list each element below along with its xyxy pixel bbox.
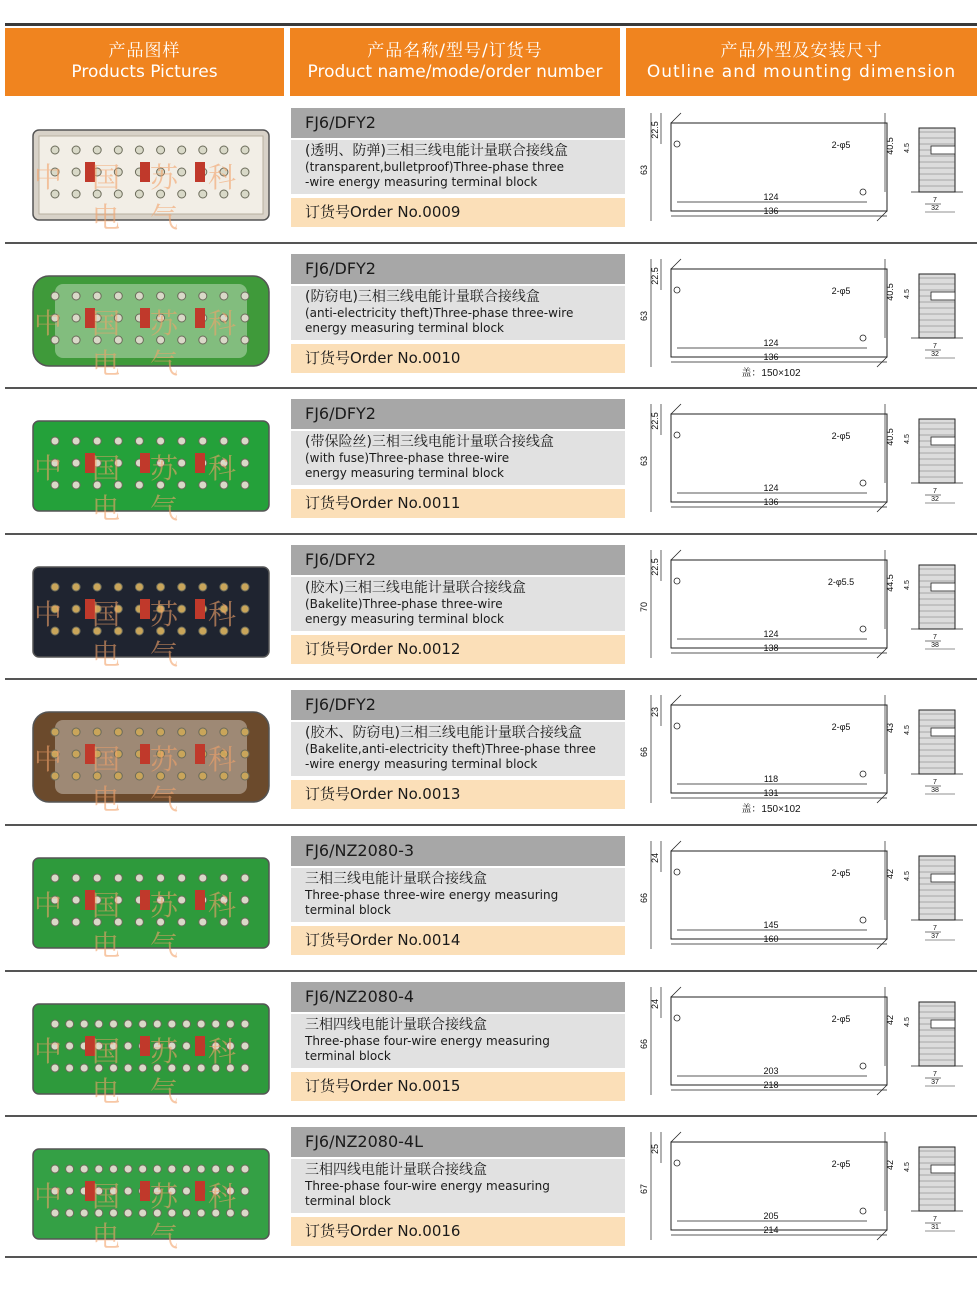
dim-top: 22.5 bbox=[650, 267, 660, 285]
dim-right: 42 bbox=[885, 868, 895, 880]
dim-inner: 203 bbox=[763, 1066, 779, 1076]
row-separator bbox=[5, 824, 977, 826]
description-zh: 三相三线电能计量联合接线盒 bbox=[305, 871, 487, 887]
description-en-line2: -wire energy measuring terminal block bbox=[305, 757, 538, 771]
description-en-line1: Three-phase four-wire energy measuring bbox=[305, 1179, 550, 1193]
order-number: 订货号Order No.0009 bbox=[291, 198, 625, 227]
description-box bbox=[291, 1014, 625, 1068]
row-separator bbox=[5, 970, 977, 972]
dim-inner: 118 bbox=[763, 774, 779, 784]
dim-hole: 2-φ5 bbox=[831, 140, 851, 150]
dim-top: 22.5 bbox=[650, 121, 660, 139]
model-number: FJ6/DFY2 bbox=[291, 690, 625, 720]
model-number: FJ6/DFY2 bbox=[291, 108, 625, 138]
dim-inner: 124 bbox=[763, 192, 779, 202]
description-en-line1: (Bakelite)Three-phase three-wire bbox=[305, 597, 503, 611]
description-en-line1: (transparent,bulletproof)Three-phase three bbox=[305, 160, 565, 174]
description-en-line2: energy measuring terminal block bbox=[305, 612, 504, 626]
dimension-drawing bbox=[631, 108, 977, 248]
description-box bbox=[291, 431, 625, 485]
dim-outer: 160 bbox=[763, 934, 779, 944]
dimension-drawing bbox=[631, 836, 977, 976]
dimension-drawing bbox=[631, 399, 977, 539]
order-number: 订货号Order No.0012 bbox=[291, 635, 625, 664]
description-en-line1: Three-phase three-wire energy measuring bbox=[305, 888, 559, 902]
dim-outer: 214 bbox=[763, 1225, 779, 1235]
description-en-line2: terminal block bbox=[305, 1049, 391, 1063]
dim-side-b: 7 bbox=[933, 779, 937, 786]
dim-hole: 2-φ5 bbox=[831, 1159, 851, 1169]
description-en-line2: -wire energy measuring terminal block bbox=[305, 175, 538, 189]
dim-inner: 124 bbox=[763, 338, 779, 348]
dim-depth: 4.5 bbox=[904, 871, 911, 881]
description-zh: 三相四线电能计量联合接线盒 bbox=[305, 1162, 487, 1178]
dim-outer: 136 bbox=[763, 352, 779, 362]
header-col2-zh: 产品名称/型号/订货号 bbox=[367, 41, 543, 61]
dim-depth: 4.5 bbox=[904, 725, 911, 735]
dim-hole: 2-φ5.5 bbox=[827, 577, 855, 587]
watermark: 中国苏科电气 bbox=[33, 1180, 266, 1253]
description-box bbox=[291, 722, 625, 776]
description-en-line1: Three-phase four-wire energy measuring bbox=[305, 1034, 550, 1048]
dim-right: 40.5 bbox=[885, 137, 895, 155]
order-number: 订货号Order No.0015 bbox=[291, 1072, 625, 1101]
dim-outer: 136 bbox=[763, 206, 779, 216]
watermark: 中国苏科电气 bbox=[33, 161, 266, 234]
dim-height: 67 bbox=[639, 1183, 649, 1195]
row-separator bbox=[5, 533, 977, 535]
dimension-drawing bbox=[631, 545, 977, 685]
row-separator bbox=[5, 242, 977, 244]
row-separator bbox=[5, 1115, 977, 1117]
description-en-line2: terminal block bbox=[305, 903, 391, 917]
dim-outer: 136 bbox=[763, 497, 779, 507]
dim-inner: 145 bbox=[763, 920, 779, 930]
description-zh: (胶木、防窃电)三相三线电能计量联合接线盒 bbox=[305, 725, 582, 741]
header-product-name bbox=[290, 28, 620, 96]
dim-side-b: 7 bbox=[933, 634, 937, 641]
watermark: 中国苏科电气 bbox=[33, 743, 266, 816]
dim-side-b: 7 bbox=[933, 343, 937, 350]
dim-depth: 4.5 bbox=[904, 580, 911, 590]
dim-side-c: 32 bbox=[931, 351, 939, 358]
dim-lid: 盖：150×102 bbox=[741, 368, 801, 379]
description-box bbox=[291, 140, 625, 194]
description-box bbox=[291, 868, 625, 922]
dim-depth: 4.5 bbox=[904, 289, 911, 299]
header-col1-en: Products Pictures bbox=[71, 62, 218, 82]
header-col2-en: Product name/mode/order number bbox=[307, 62, 603, 82]
description-en-line1: (Bakelite,anti-electricity theft)Three-phase three bbox=[305, 742, 596, 756]
top-rule bbox=[5, 23, 977, 26]
row-separator bbox=[5, 387, 977, 389]
dim-right: 40.5 bbox=[885, 428, 895, 446]
dim-side-c: 32 bbox=[931, 496, 939, 503]
order-number: 订货号Order No.0014 bbox=[291, 926, 625, 955]
dim-top: 24 bbox=[650, 998, 660, 1010]
dim-top: 24 bbox=[650, 852, 660, 864]
order-number: 订货号Order No.0010 bbox=[291, 344, 625, 373]
dim-height: 66 bbox=[639, 892, 649, 904]
product-photo bbox=[25, 1139, 277, 1249]
product-photo bbox=[25, 848, 277, 958]
watermark: 中国苏科电气 bbox=[33, 1035, 266, 1108]
header-col3-en: Outline and mounting dimension bbox=[646, 62, 957, 82]
dim-outer: 131 bbox=[763, 788, 779, 798]
product-photo bbox=[25, 411, 277, 521]
watermark: 中国苏科电气 bbox=[33, 889, 266, 962]
dim-inner: 205 bbox=[763, 1211, 779, 1221]
description-box bbox=[291, 1159, 625, 1213]
model-number: FJ6/NZ2080-4 bbox=[291, 982, 625, 1012]
dim-height: 66 bbox=[639, 746, 649, 758]
dimension-drawing bbox=[631, 982, 977, 1122]
description-zh: (带保险丝)三相三线电能计量联合接线盒 bbox=[305, 434, 554, 450]
description-en-line2: energy measuring terminal block bbox=[305, 466, 504, 480]
dim-top: 23 bbox=[650, 706, 660, 718]
watermark: 中国苏科电气 bbox=[33, 452, 266, 525]
product-row bbox=[5, 836, 977, 981]
dimension-drawing bbox=[631, 254, 977, 394]
product-photo bbox=[25, 702, 277, 812]
product-row bbox=[5, 399, 977, 544]
product-row bbox=[5, 254, 977, 399]
dim-inner: 124 bbox=[763, 483, 779, 493]
product-row bbox=[5, 545, 977, 690]
dim-side-b: 7 bbox=[933, 1071, 937, 1078]
dim-lid: 盖：150×102 bbox=[741, 804, 801, 815]
description-en-line1: (with fuse)Three-phase three-wire bbox=[305, 451, 510, 465]
header-col1-zh: 产品图样 bbox=[108, 41, 181, 61]
dim-height: 63 bbox=[639, 310, 649, 322]
bottom-rule bbox=[5, 1256, 977, 1258]
order-number: 订货号Order No.0016 bbox=[291, 1217, 625, 1246]
header-products-pictures bbox=[5, 28, 284, 96]
dim-top: 25 bbox=[650, 1143, 660, 1155]
description-box bbox=[291, 286, 625, 340]
description-en-line2: energy measuring terminal block bbox=[305, 321, 504, 335]
model-number: FJ6/DFY2 bbox=[291, 545, 625, 575]
product-row bbox=[5, 108, 977, 253]
header-outline-dimension bbox=[626, 28, 977, 96]
dim-height: 63 bbox=[639, 455, 649, 467]
order-number: 订货号Order No.0013 bbox=[291, 780, 625, 809]
product-photo bbox=[25, 120, 277, 230]
dim-top: 22.5 bbox=[650, 412, 660, 430]
dim-height: 66 bbox=[639, 1038, 649, 1050]
description-en-line1: (anti-electricity theft)Three-phase three-wire bbox=[305, 306, 574, 320]
dim-side-b: 7 bbox=[933, 925, 937, 932]
dim-side-c: 31 bbox=[931, 1224, 939, 1231]
dim-depth: 4.5 bbox=[904, 1162, 911, 1172]
product-photo bbox=[25, 266, 277, 376]
order-number: 订货号Order No.0011 bbox=[291, 489, 625, 518]
dim-right: 44.5 bbox=[885, 574, 895, 592]
dim-outer: 218 bbox=[763, 1080, 779, 1090]
dim-hole: 2-φ5 bbox=[831, 722, 851, 732]
dim-depth: 4.5 bbox=[904, 434, 911, 444]
dim-side-b: 7 bbox=[933, 488, 937, 495]
dim-side-c: 38 bbox=[931, 642, 939, 649]
dim-height: 70 bbox=[639, 601, 649, 613]
dim-outer: 138 bbox=[763, 643, 779, 653]
dim-side-c: 38 bbox=[931, 787, 939, 794]
dim-inner: 124 bbox=[763, 629, 779, 639]
product-photo bbox=[25, 557, 277, 667]
description-en-line2: terminal block bbox=[305, 1194, 391, 1208]
dim-right: 40.5 bbox=[885, 283, 895, 301]
dim-side-c: 37 bbox=[931, 1079, 939, 1086]
dim-hole: 2-φ5 bbox=[831, 286, 851, 296]
model-number: FJ6/NZ2080-4L bbox=[291, 1127, 625, 1157]
product-photo bbox=[25, 994, 277, 1104]
dim-hole: 2-φ5 bbox=[831, 1014, 851, 1024]
description-zh: 三相四线电能计量联合接线盒 bbox=[305, 1017, 487, 1033]
description-zh: (透明、防弹)三相三线电能计量联合接线盒 bbox=[305, 143, 568, 159]
dim-hole: 2-φ5 bbox=[831, 868, 851, 878]
watermark: 中国苏科电气 bbox=[33, 307, 266, 380]
watermark: 中国苏科电气 bbox=[33, 598, 266, 671]
description-zh: (胶木)三相三线电能计量联合接线盒 bbox=[305, 580, 526, 596]
dimension-drawing bbox=[631, 690, 977, 830]
model-number: FJ6/DFY2 bbox=[291, 399, 625, 429]
row-separator bbox=[5, 678, 977, 680]
dim-side-b: 7 bbox=[933, 1216, 937, 1223]
header-col3-zh: 产品外型及安装尺寸 bbox=[720, 41, 883, 61]
product-row bbox=[5, 982, 977, 1127]
model-number: FJ6/NZ2080-3 bbox=[291, 836, 625, 866]
dim-right: 42 bbox=[885, 1014, 895, 1026]
dim-hole: 2-φ5 bbox=[831, 431, 851, 441]
dim-side-c: 37 bbox=[931, 933, 939, 940]
dim-side-c: 32 bbox=[931, 205, 939, 212]
dim-side-b: 7 bbox=[933, 197, 937, 204]
dim-depth: 4.5 bbox=[904, 1017, 911, 1027]
dim-depth: 4.5 bbox=[904, 143, 911, 153]
description-box bbox=[291, 577, 625, 631]
dim-top: 22.5 bbox=[650, 558, 660, 576]
model-number: FJ6/DFY2 bbox=[291, 254, 625, 284]
dim-right: 43 bbox=[885, 722, 895, 734]
product-row bbox=[5, 690, 977, 835]
product-row bbox=[5, 1127, 977, 1272]
dimension-drawing bbox=[631, 1127, 977, 1267]
description-zh: (防窃电)三相三线电能计量联合接线盒 bbox=[305, 289, 540, 305]
dim-height: 63 bbox=[639, 164, 649, 176]
dim-right: 42 bbox=[885, 1159, 895, 1171]
